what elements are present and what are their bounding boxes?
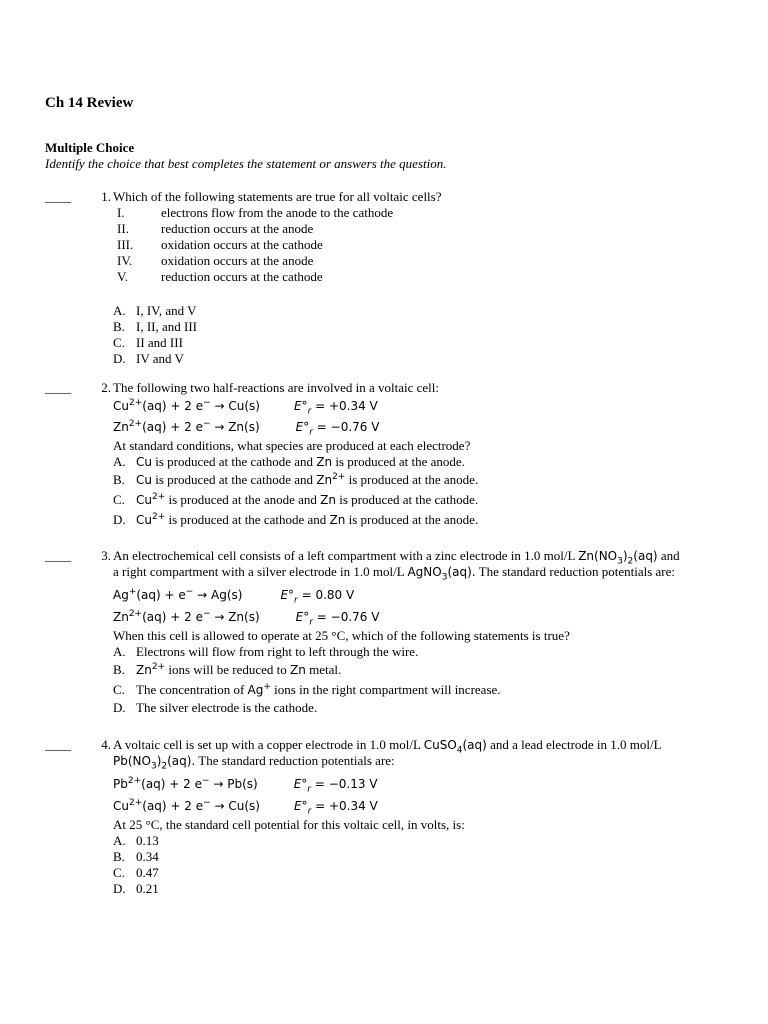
statement-item: IV. oxidation occurs at the anode bbox=[117, 253, 314, 268]
question-stem: Which of the following statements are true for all voltaic cells? bbox=[113, 189, 442, 204]
answer-option-c[interactable]: C. $Cu^{2+}$ is produced at the anode and Zn is produced at the cathode. bbox=[113, 492, 479, 507]
answer-option-a[interactable]: A. I, IV, and V bbox=[113, 303, 197, 318]
answer-option-a[interactable]: A. Electrons will flow from right to left through the wire. bbox=[113, 644, 419, 659]
answer-option-a[interactable]: A. 0.13 bbox=[113, 833, 159, 848]
answer-option-d[interactable]: D. 0.21 bbox=[113, 881, 159, 896]
question-number: 3. bbox=[101, 548, 111, 563]
question-stem: An electrochemical cell consists of a left compartment with a zinc electrode in 1.0 mol/L $Zn(NO_3)_2(aq)$ and bbox=[113, 548, 680, 567]
answer-option-c[interactable]: C. 0.47 bbox=[113, 865, 159, 880]
question-text: At standard conditions, what species are produced at each electrode? bbox=[113, 438, 471, 453]
answer-blank[interactable]: ____ bbox=[45, 380, 71, 395]
question-stem-cont: $Pb(NO_3)_2(aq)$. The standard reduction potentials are: bbox=[113, 753, 395, 772]
half-reaction-2: $Zn^{2+}(aq) + 2$ e− → Zn(s) $E^\circ_r = -0.76$ V bbox=[113, 609, 380, 628]
page-title: Ch 14 Review bbox=[45, 95, 134, 111]
answer-option-d[interactable]: D. IV and V bbox=[113, 351, 184, 366]
answer-option-b[interactable]: B. $Zn^{2+}$ ions will be reduced to Zn metal. bbox=[113, 662, 342, 677]
half-reaction-2: $Cu^{2+}(aq) + 2$ e− → Cu(s) $E^\circ_r = +0.34$ V bbox=[113, 798, 378, 817]
half-reaction-1: $Pb^{2+}(aq) + 2$ e− → Pb(s) $E^\circ_r = -0.13$ V bbox=[113, 776, 378, 795]
answer-option-d[interactable]: D. The silver electrode is the cathode. bbox=[113, 700, 318, 715]
answer-option-b[interactable]: B. I, II, and III bbox=[113, 319, 197, 334]
question-number: 1. bbox=[101, 189, 111, 204]
answer-blank[interactable]: ____ bbox=[45, 189, 71, 204]
half-reaction-1: $Cu^{2+}(aq) + 2$ e− → Cu(s) $E^\circ_r = +0.34$ V bbox=[113, 398, 378, 417]
question-stem: The following two half-reactions are involved in a voltaic cell: bbox=[113, 380, 439, 395]
question-number: 2. bbox=[101, 380, 111, 395]
answer-blank[interactable]: ____ bbox=[45, 737, 71, 752]
statement-item: II. reduction occurs at the anode bbox=[117, 221, 314, 236]
section-title: Multiple Choice bbox=[45, 140, 135, 155]
question-text: When this cell is allowed to operate at 25 °C, which of the following statements is true? bbox=[113, 628, 570, 643]
question-text: At 25 °C, the standard cell potential for this voltaic cell, in volts, is: bbox=[113, 817, 465, 832]
answer-option-c[interactable]: C. II and III bbox=[113, 335, 183, 350]
half-reaction-2: $Zn^{2+}(aq) + 2$ e− → Zn(s) $E^\circ_r = -0.76$ V bbox=[113, 419, 380, 438]
statement-item: V. reduction occurs at the cathode bbox=[117, 269, 323, 284]
statement-item: I. electrons flow from the anode to the cathode bbox=[117, 205, 394, 220]
statement-item: III. oxidation occurs at the cathode bbox=[117, 237, 323, 252]
question-number: 4. bbox=[101, 737, 111, 752]
question-stem-cont: a right compartment with a silver electrode in 1.0 mol/L AgNO$_3$(aq). The standard reduction potentials are: bbox=[113, 564, 675, 583]
half-reaction-1: Ag+(aq) + e− → Ag(s) $E^\circ_r = 0.80$ V bbox=[113, 587, 355, 606]
answer-option-d[interactable]: D. $Cu^{2+}$ is produced at the cathode and Zn is produced at the anode. bbox=[113, 512, 479, 527]
answer-option-c[interactable]: C. The concentration of Ag+ ions in the right compartment will increase. bbox=[113, 682, 501, 697]
answer-option-a[interactable]: A. Cu is produced at the cathode and Zn is produced at the anode. bbox=[113, 454, 465, 469]
question-stem: A voltaic cell is set up with a copper electrode in 1.0 mol/L CuSO$_4$(aq) and a lead electrode in 1.0 mol/L bbox=[113, 737, 662, 756]
answer-blank[interactable]: ____ bbox=[45, 548, 71, 563]
answer-option-b[interactable]: B. 0.34 bbox=[113, 849, 159, 864]
instructions: Identify the choice that best completes the statement or answers the question. bbox=[45, 156, 447, 171]
answer-option-b[interactable]: B. Cu is produced at the cathode and $Zn^{2+}$ is produced at the anode. bbox=[113, 472, 479, 487]
